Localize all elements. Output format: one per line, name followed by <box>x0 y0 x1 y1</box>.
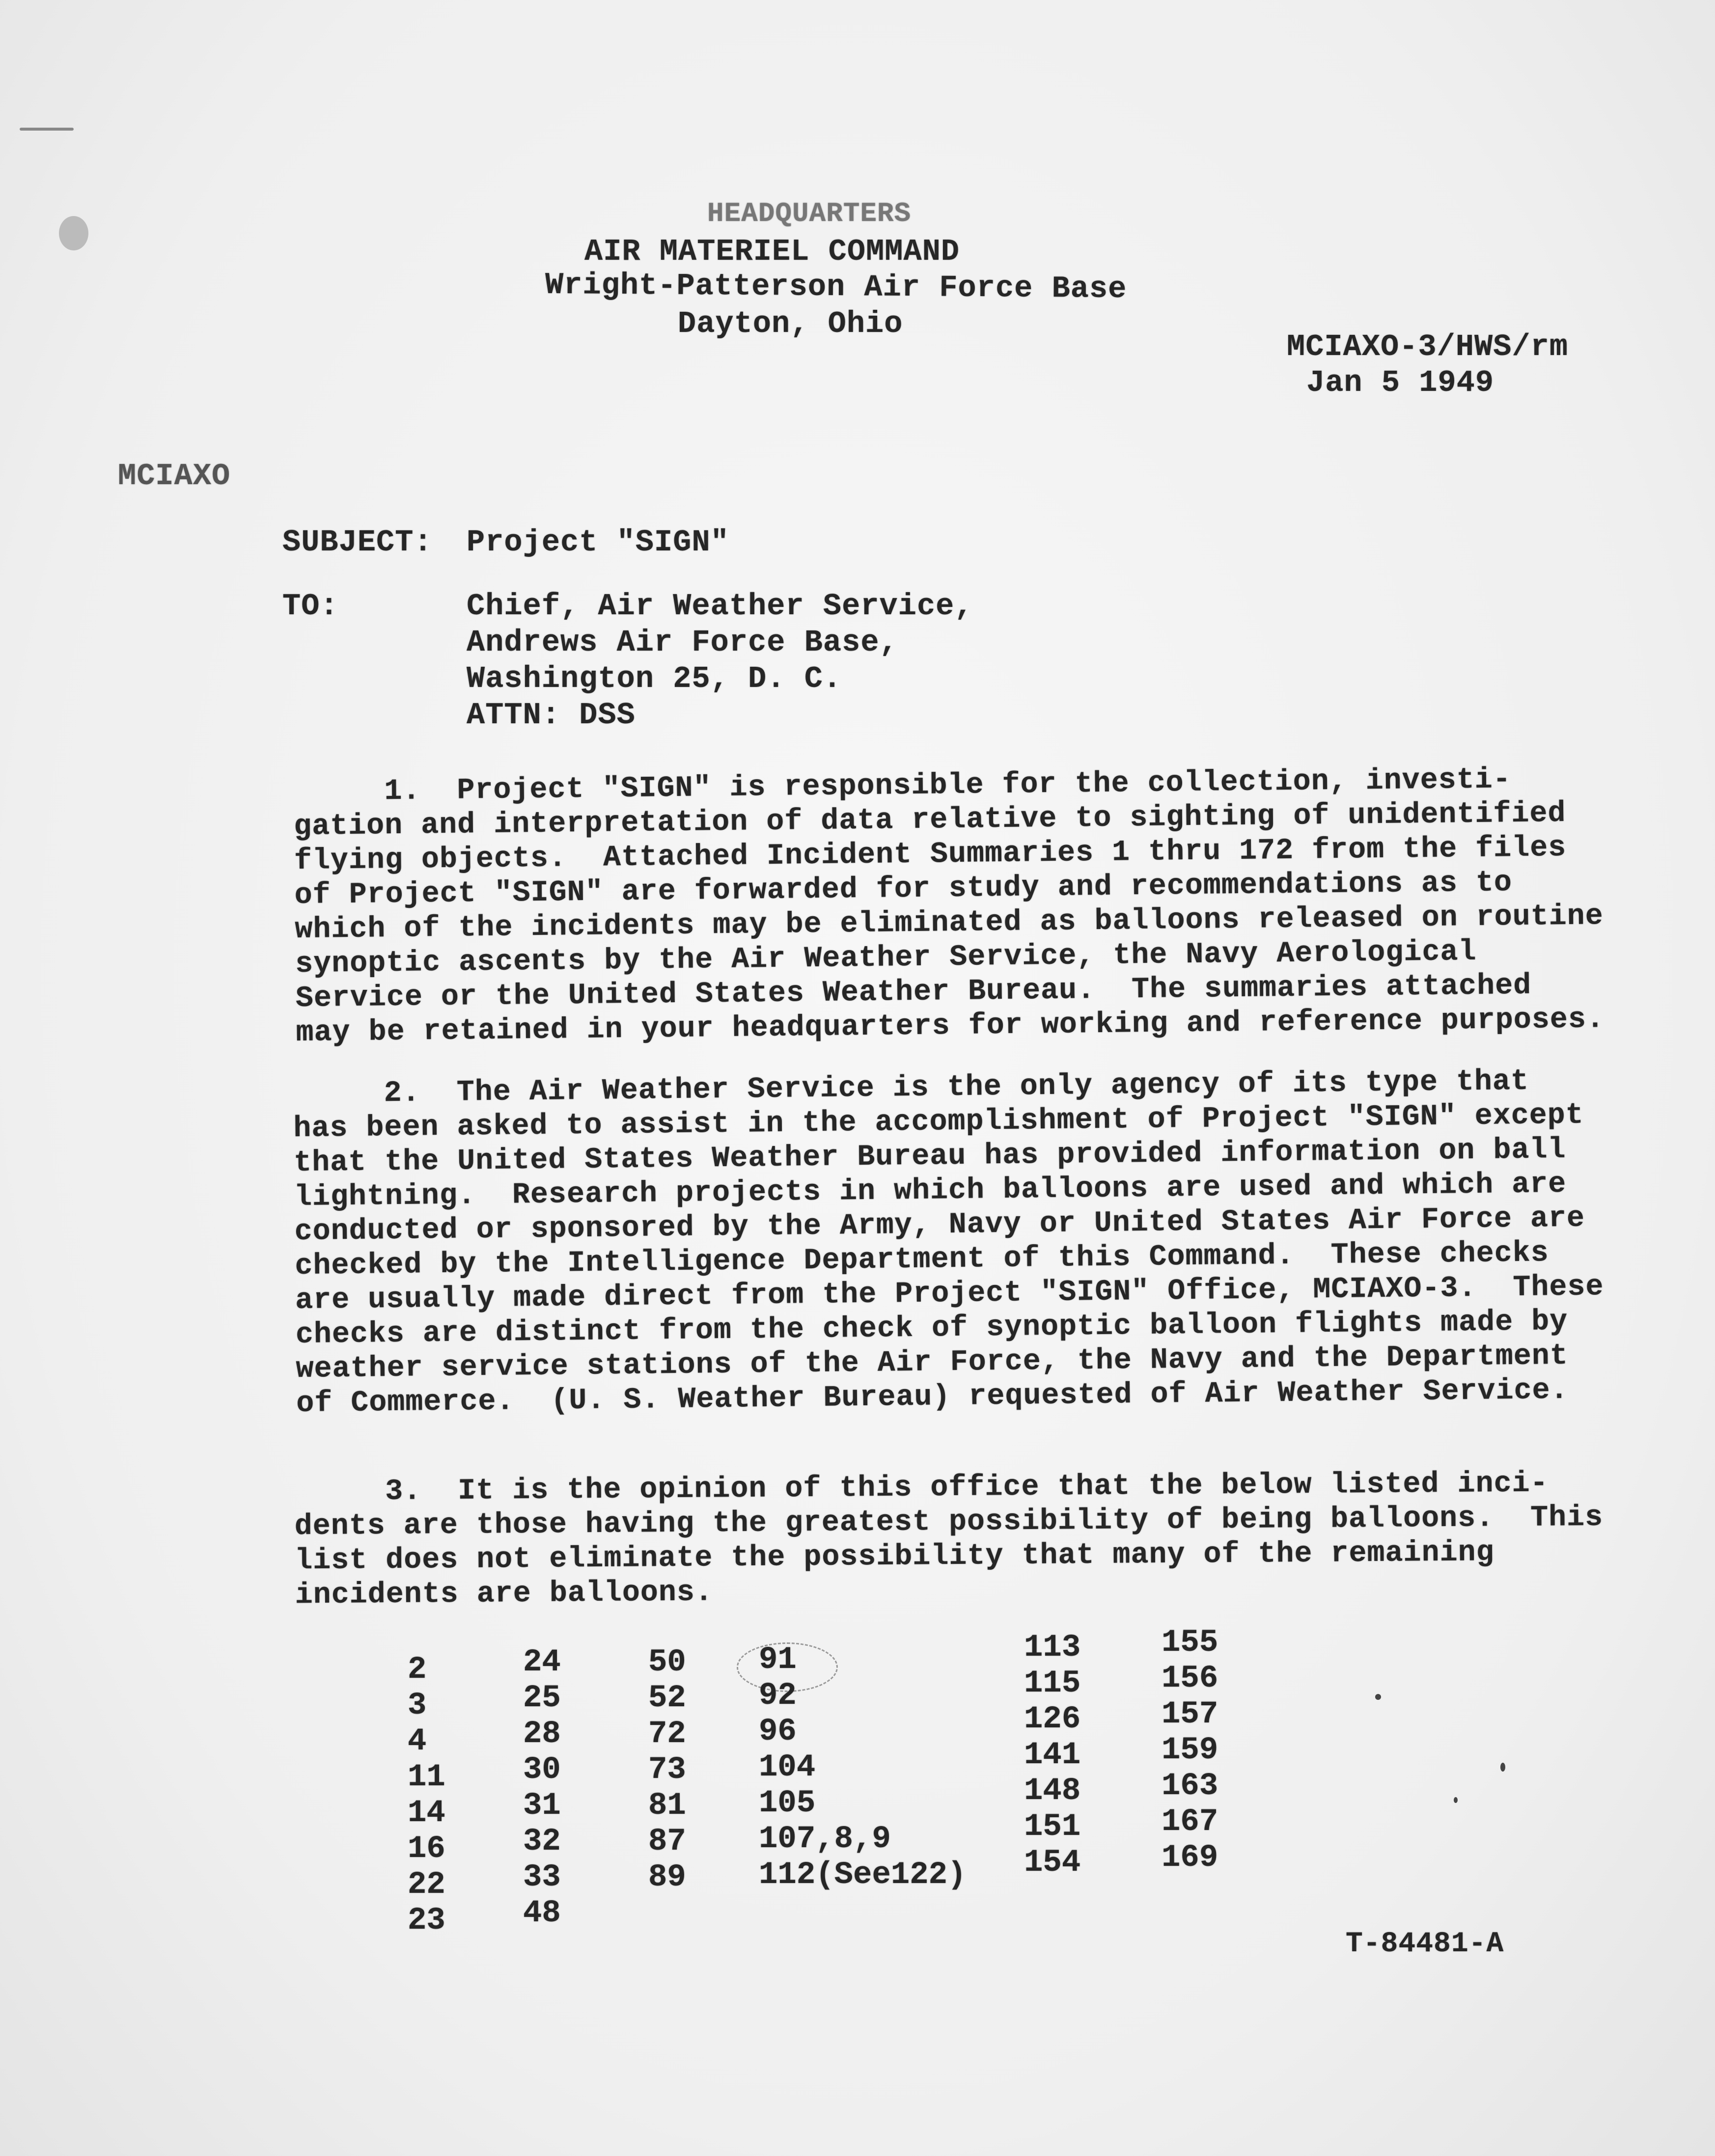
paragraph-2 <box>293 1064 1622 1421</box>
paragraph-line: lightning. Research projects in which balloons are used and which are <box>294 1168 1567 1215</box>
incident-number: 141 <box>1024 1738 1081 1773</box>
incident-number: 96 <box>759 1714 797 1749</box>
speck <box>1500 1763 1505 1772</box>
paragraph-line: synoptic ascents by the Air Weather Service, the Navy Aerological <box>295 935 1477 982</box>
incident-number: 11 <box>408 1760 445 1795</box>
paragraph-line: which of the incidents may be eliminated as balloons released on routine <box>295 900 1604 947</box>
incident-column-4 <box>759 1642 966 1893</box>
incident-number: 73 <box>648 1752 686 1788</box>
incident-number: 23 <box>408 1903 445 1938</box>
punch-hole-mark <box>59 216 88 250</box>
incident-number: 52 <box>648 1681 686 1716</box>
paragraph-line: 1. Project "SIGN" is responsible for the collection, investi- <box>384 763 1512 809</box>
paragraph-line: gation and interpretation of data relative to sighting of unidentified <box>293 797 1566 844</box>
incident-number: 151 <box>1024 1809 1081 1845</box>
paragraph-line: of Commerce. (U. S. Weather Bureau) requested of Air Weather Service. <box>296 1373 1569 1421</box>
incident-column-5 <box>1024 1630 1080 1881</box>
incident-number: 89 <box>648 1860 686 1895</box>
to-address-line: Washington 25, D. C. <box>467 661 842 696</box>
incident-number: 105 <box>759 1786 816 1821</box>
incident-number: 167 <box>1162 1804 1218 1840</box>
incident-number: 155 <box>1162 1625 1218 1661</box>
incident-number: 31 <box>523 1788 561 1824</box>
incident-number: 156 <box>1162 1661 1218 1696</box>
paragraph-line: are usually made direct from the Project "SIGN" Office, MCIAXO-3. These <box>295 1270 1604 1318</box>
incident-column-1 <box>408 1652 445 1939</box>
reference-symbol: MCIAXO-3/HWS/rm <box>1287 329 1569 364</box>
paragraph-line: checks are distinct from the check of synoptic balloon flights made by <box>295 1305 1568 1352</box>
incident-number: 48 <box>523 1896 561 1931</box>
incident-number: 28 <box>523 1717 561 1752</box>
incident-number: 32 <box>523 1824 561 1859</box>
paragraph-line: conducted or sponsored by the Army, Navy or United States Air Force are <box>294 1201 1585 1249</box>
office-symbol: MCIAXO <box>118 459 231 493</box>
incident-number: 148 <box>1024 1774 1081 1809</box>
speck <box>1375 1694 1381 1700</box>
paragraph-line: 2. The Air Weather Service is the only agency of its type that <box>384 1064 1529 1111</box>
letterhead-base: Wright-Patterson Air Force Base <box>545 267 1127 307</box>
subject-value: Project "SIGN" <box>467 525 729 560</box>
incident-number: 154 <box>1024 1845 1081 1881</box>
incident-number: 50 <box>648 1645 686 1680</box>
to-address-line: Chief, Air Weather Service, <box>467 589 973 624</box>
incident-number: 91 <box>759 1642 797 1678</box>
to-address-line: Andrews Air Force Base, <box>467 625 898 660</box>
incident-number: 92 <box>759 1678 797 1714</box>
incident-number: 107,8,9 <box>759 1822 891 1857</box>
speck <box>1454 1797 1458 1803</box>
incident-number: 87 <box>648 1824 686 1859</box>
incident-column-6 <box>1162 1625 1218 1876</box>
incident-number: 159 <box>1162 1733 1218 1768</box>
incident-column-3 <box>648 1645 686 1896</box>
incident-number: 3 <box>408 1688 427 1723</box>
incident-number: 14 <box>408 1796 445 1831</box>
incident-number: 126 <box>1024 1702 1081 1737</box>
paragraph-line: list does not eliminate the possibility that many of the remaining <box>295 1536 1494 1578</box>
incident-column-2 <box>523 1645 561 1932</box>
incident-number: 115 <box>1024 1666 1081 1701</box>
paragraph-line: flying objects. Attached Incident Summaries 1 thru 172 from the files <box>294 831 1567 878</box>
to-label: TO: <box>282 589 339 624</box>
incident-number: 169 <box>1162 1840 1218 1876</box>
incident-number: 113 <box>1024 1630 1081 1665</box>
paragraph-line: checked by the Intelligence Department of this Command. These checks <box>295 1236 1549 1283</box>
incident-number: 30 <box>523 1752 561 1788</box>
incident-number: 25 <box>523 1681 561 1716</box>
margin-mark <box>20 128 74 131</box>
document-date: Jan 5 1949 <box>1306 365 1494 400</box>
document-control-number: T-84481-A <box>1346 1928 1504 1960</box>
letterhead-headquarters: HEADQUARTERS <box>707 198 912 229</box>
paragraph-line: incidents are balloons. <box>295 1576 714 1612</box>
incident-number: 72 <box>648 1717 686 1752</box>
paragraph-3 <box>294 1466 1621 1613</box>
paragraph-line: 3. It is the opinion of this office that the below listed inci- <box>385 1467 1549 1509</box>
incident-number: 157 <box>1162 1697 1218 1732</box>
paragraph-line: of Project "SIGN" are forwarded for study and recommendations as to <box>294 866 1513 913</box>
incident-number: 33 <box>523 1860 561 1895</box>
letterhead-command: AIR MATERIEL COMMAND <box>584 234 960 269</box>
incident-number: 24 <box>523 1645 561 1680</box>
incident-number: 4 <box>408 1724 427 1759</box>
incident-number: 104 <box>759 1750 816 1785</box>
incident-number: 22 <box>408 1867 445 1903</box>
subject-label: SUBJECT: <box>282 525 433 560</box>
incident-number: 163 <box>1162 1769 1218 1804</box>
to-address-line: ATTN: DSS <box>467 698 636 733</box>
incident-number: 81 <box>648 1788 686 1824</box>
paragraph-line: may be retained in your headquarters for working and reference purposes. <box>296 1003 1605 1050</box>
paragraph-line: dents are those having the greatest possibility of being balloons. This <box>294 1501 1604 1544</box>
letterhead-city: Dayton, Ohio <box>678 306 903 341</box>
incident-number: 16 <box>408 1831 445 1867</box>
incident-number: 112(See122) <box>759 1857 967 1893</box>
paragraph-line: Service or the United States Weather Bureau. The summaries attached <box>295 969 1532 1016</box>
paragraph-line: weather service stations of the Air Force, the Navy and the Department <box>296 1339 1569 1387</box>
incident-number: 2 <box>408 1652 427 1688</box>
paragraph-1 <box>293 762 1622 1050</box>
paragraph-line: has been asked to assist in the accomplishment of Project "SIGN" except <box>293 1098 1584 1146</box>
paragraph-line: that the United States Weather Bureau has provided information on ball <box>293 1133 1566 1180</box>
